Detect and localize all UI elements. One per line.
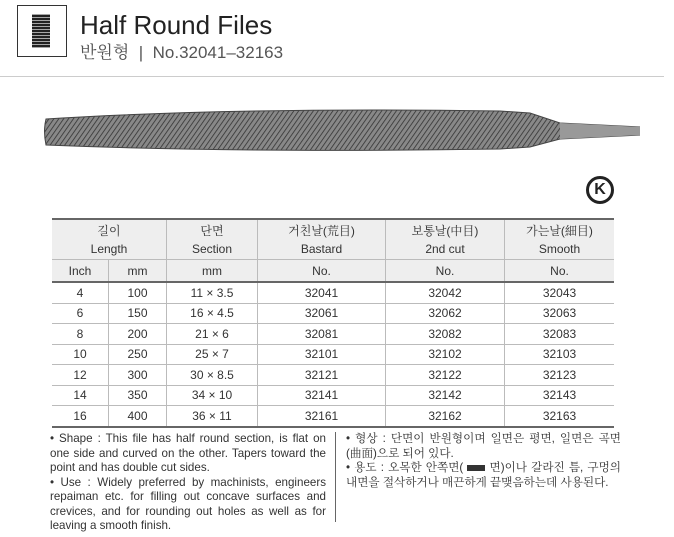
table-cell: 12 [52,365,109,386]
table-row [52,303,614,324]
unit-no: No. [505,260,615,283]
use-label: • Use : [50,475,91,489]
table-cell: 32063 [505,303,615,324]
table-cell: 32162 [386,406,505,427]
table-cell: 32042 [386,282,505,303]
header-section: 단면 Section [167,219,258,260]
file-logo-icon [17,5,67,57]
table-cell: 32061 [258,303,386,324]
page-title: Half Round Files [80,10,273,40]
table-cell: 150 [109,303,167,324]
table-cell: 32041 [258,282,386,303]
table-cell: 32121 [258,365,386,386]
unit-no: No. [386,260,505,283]
table-cell: 32143 [505,385,615,406]
unit-no: No. [258,260,386,283]
header-bastard: 거친날(荒目) Bastard [258,219,386,260]
table-cell: 14 [52,385,109,406]
table-cell: 32081 [258,324,386,345]
korean-title: 반원형 [80,43,130,62]
unit-inch: Inch [52,260,109,283]
table-row [52,406,614,427]
table-cell: 32103 [505,344,615,365]
header-2nd-cut: 보통날(中目) 2nd cut [386,219,505,260]
table-cell: 32142 [386,385,505,406]
table-cell: 16 × 4.5 [167,303,258,324]
half-round-file-image [40,103,640,159]
number-range: No.32041–32163 [152,43,284,62]
shape-label-ko: • 형상 : [346,432,386,445]
shape-label: • Shape : [50,432,101,445]
ks-certification-mark-icon: K [586,176,614,204]
table-cell: 400 [109,406,167,427]
table-cell: 32083 [505,324,615,345]
unit-mm: mm [109,260,167,283]
header-smooth: 가는날(細目) Smooth [505,219,615,260]
concave-surface-icon [467,465,485,471]
unit-section-mm: mm [167,260,258,283]
shape-text: This file has half round section, is flat on one side and curved on the other. Tapers toward the point and has double cut sides. [50,432,326,474]
table-cell: 25 × 7 [167,344,258,365]
header-length: 길이 Length [52,219,167,260]
table-cell: 6 [52,303,109,324]
table-cell: 350 [109,385,167,406]
table-cell: 200 [109,324,167,345]
table-cell: 10 [52,344,109,365]
table-row [52,282,614,303]
page-subtitle [80,38,283,63]
table-cell: 36 × 11 [167,406,258,427]
korean-notes [346,432,621,490]
table-cell: 4 [52,282,109,303]
table-cell: 32082 [386,324,505,345]
separator: | [138,43,144,62]
table-row [52,344,614,365]
use-text: Widely preferred by machinists, engineers repaiman etc. for filling out concave surfaces and crevices, and for rounding out holes as well as for leaving a smooth finish. [50,475,326,532]
english-notes [50,432,326,534]
table-cell: 32101 [258,344,386,365]
table-cell: 32141 [258,385,386,406]
table-cell: 11 × 3.5 [167,282,258,303]
table-row [52,365,614,386]
use-text-ko-a: 오목한 안쪽면( [388,461,464,474]
table-cell: 32043 [505,282,615,303]
table-cell: 8 [52,324,109,345]
shape-text-ko: 단면이 반원형이며 일면은 평면, 일면은 곡면(曲面)으로 되어 있다. [346,432,621,460]
table-cell: 32163 [505,406,615,427]
table-cell: 30 × 8.5 [167,365,258,386]
specification-table [52,218,614,428]
table-cell: 100 [109,282,167,303]
table-cell: 300 [109,365,167,386]
table-row [52,385,614,406]
divider [0,76,664,77]
table-cell: 32062 [386,303,505,324]
table-row [52,324,614,345]
use-text-ko-b: 면)이나 갈라진 틈, 구멍의 내면을 절삭하거나 매끈하게 끝맺음하는데 사용된다. [346,461,622,489]
table-cell: 21 × 6 [167,324,258,345]
table-cell: 32161 [258,406,386,427]
table-cell: 16 [52,406,109,427]
column-divider [335,432,336,522]
table-cell: 32102 [386,344,505,365]
table-cell: 32123 [505,365,615,386]
table-cell: 32122 [386,365,505,386]
use-label-ko: • 용도 : [346,461,384,474]
table-cell: 250 [109,344,167,365]
table-cell: 34 × 10 [167,385,258,406]
